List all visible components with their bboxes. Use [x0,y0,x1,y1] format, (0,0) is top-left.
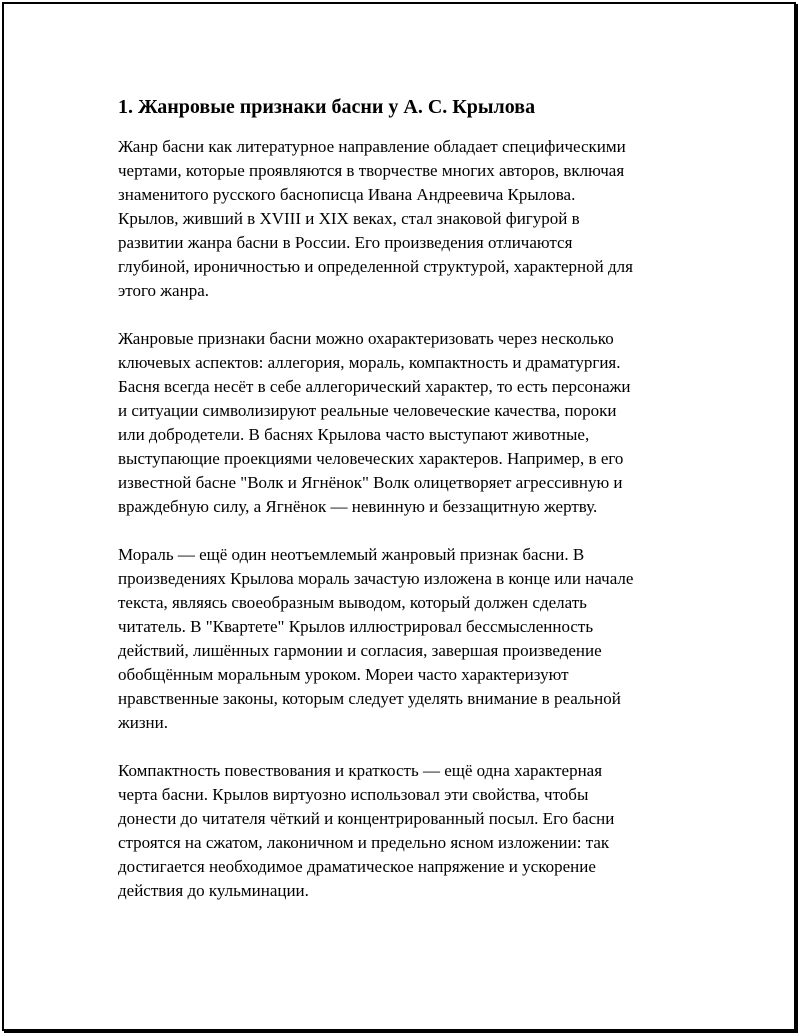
text-line: Жанр басни как литературное направление обладает специфическими [118,137,626,156]
paragraph-compactness [118,759,698,903]
text-line: Компактность повествования и краткость — ещё одна характерная [118,761,603,780]
text-line: ключевых аспектов: аллегория, мораль, компактность и драматургия. [118,353,621,372]
paragraph-allegory [118,327,698,519]
text-line: строятся на сжатом, лаконичном и предельно ясном изложении: так [118,833,610,852]
text-line: выступающие проекциями человеческих характеров. Например, в его [118,449,624,468]
text-line: развитии жанра басни в России. Его произведения отличаются [118,233,573,252]
text-line: Крылов, живший в XVIII и XIX веках, стал знаковой фигурой в [118,209,580,228]
text-line: или добродетели. В баснях Крылова часто выступают животные, [118,425,590,444]
text-line: текста, являясь своеобразным выводом, который должен сделать [118,593,587,612]
text-line: произведениях Крылова мораль зачастую изложена в конце или начале [118,569,634,588]
text-line: действий, лишённых гармонии и согласия, завершая произведение [118,641,602,660]
text-line: знаменитого русского баснописца Ивана Андреевича Крылова. [118,185,576,204]
text-line: этого жанра. [118,281,209,300]
text-line: обобщённым моральным уроком. Мореи часто характеризуют [118,665,569,684]
document-body [118,93,698,927]
text-line: Басня всегда несёт в себе аллегорический характер, то есть персонажи [118,377,631,396]
text-line: нравственные законы, которым следует уделять внимание в реальной [118,689,621,708]
text-line: донести до читателя чёткий и концентрированный посыл. Его басни [118,809,615,828]
text-line: достигается необходимое драматическое напряжение и ускорение [118,857,596,876]
text-line: и ситуации символизируют реальные человеческие качества, пороки [118,401,617,420]
text-line: черта басни. Крылов виртуозно использовал эти свойства, чтобы [118,785,589,804]
text-line: враждебную силу, а Ягнёнок — невинную и беззащитную жертву. [118,497,598,516]
text-line: глубиной, ироничностью и определенной структурой, характерной для [118,257,633,276]
text-line: Мораль — ещё один неотъемлемый жанровый признак басни. В [118,545,585,564]
text-line: жизни. [118,713,169,732]
text-line: действия до кульминации. [118,881,309,900]
paragraph-moral [118,543,698,735]
text-line: известной басне "Волк и Ягнёнок" Волк олицетворяет агрессивную и [118,473,623,492]
text-line: Жанровые признаки басни можно охарактеризовать через несколько [118,329,614,348]
text-line: чертами, которые проявляются в творчестве многих авторов, включая [118,161,625,180]
text-line: читатель. В "Квартете" Крылов иллюстрировал бессмысленность [118,617,594,636]
section-heading: 1. Жанровые признаки басни у А. С. Крылова [118,96,536,118]
paragraph-intro [118,135,698,303]
